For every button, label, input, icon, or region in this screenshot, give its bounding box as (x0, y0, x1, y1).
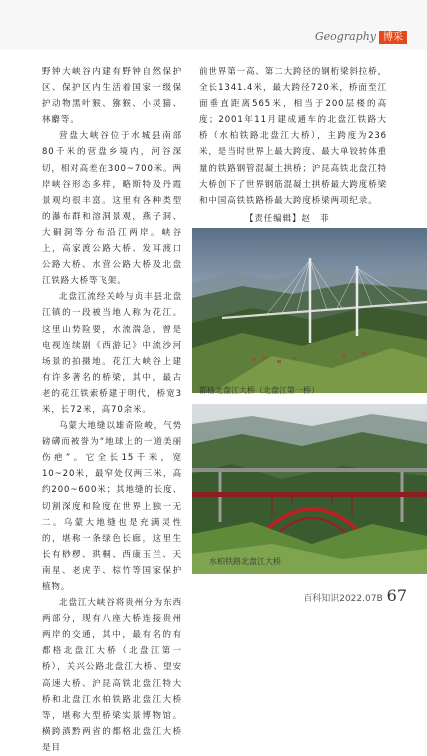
shuibai-railway-bridge-photo (192, 404, 427, 574)
paragraph: 乌蒙大地缝以雄奇险峻，气势磅礴而被誉为“地球上的一道美丽伤疤”。它全长15千米，宽10~20米，最窄处仅两三米，高约200~600米；其地缝的长度、切割深度和险度在世界上独一无二。乌蒙大地缝也是充满灵性的，堪称一条绿色长廊，这里生长有桫椤、珙桐、西康玉兰、天南星、老虎芋、棕竹等国家保护植物。 (42, 421, 182, 592)
page-number: 67 (386, 586, 407, 605)
right-text-column (199, 64, 387, 243)
section-name-en: Geography (314, 30, 376, 43)
shuibai-bridge-caption: 水柏铁路北盘江大桥 (209, 557, 281, 566)
paragraph: 野钟大峡谷内建有野钟自然保护区、保护区内生活着国家一级保护动物黑叶猴、猕猴、小灵猫、林麝等。 (42, 67, 182, 126)
page-footer (303, 586, 407, 605)
paragraph: 北盘江大峡谷将贵州分为东西两部分，现有八座大桥连接贵州两岸的交通，其中，最有名的有都格北盘江大桥（北盘江第一桥），关兴公路北盘江大桥、望安高速大桥、沪昆高铁北盘江特大桥和北盘江水柏铁路北盘江大桥等，堪称大型桥梁实景博物馆。横跨滇黔两省的都格北盘江大桥是目 (42, 598, 182, 753)
paragraph: 营盘大峡谷位于水城县南部80千米的营盘乡境内，河谷深切，相对高差在300~700米。两岸峡谷形态多样，略斯特及丹霞景观均很丰富。这里有各种类型的瀑布群和溶洞景观，燕子洞、大硐洞等分布沿江两岸。峡谷上，高家渡公路大桥、发耳渡口公路大桥、水营公路大桥及北盘江铁路大桥等飞架。 (42, 131, 182, 287)
section-name-zh: 博采 (379, 31, 407, 44)
duge-bridge-caption: 都格北盘江大桥（北盘江第一桥） (199, 386, 319, 395)
paragraph: 前世界第一高、第二大跨径的钢桁梁斜拉桥，全长1341.4米，最大跨径720米，桥面至江面垂直距离565米，相当于200层楼的高度；2001年11月建成通车的北盘江铁路大桥（水柏铁路北盘江大桥），主跨度为236米，是当时世界上最大跨度、最大单铰转体重量的铁路钢管混凝土拱桥；沪昆高铁北盘江特大桥创下了世界钢筋混凝土拱桥最大跨度桥梁和中国高铁铁路桥最大跨度桥梁两项纪录。 (199, 67, 388, 206)
magazine-issue: 百科知识2022.07B (303, 594, 383, 604)
section-brand (315, 28, 407, 43)
editor-credit (199, 211, 387, 227)
editor-line: 【责任编辑】赵 菲 (245, 213, 330, 224)
left-text-column (42, 64, 182, 756)
duge-bridge-photo (192, 228, 427, 393)
duge-bridge-illustration (192, 228, 427, 393)
shuibai-bridge-illustration (192, 404, 427, 574)
paragraph: 北盘江流经关岭与贞丰县北盘江镇的一段被当地人称为花江。这里山势险要，水流湍急，曾是电视连续剧《西游记》中流沙河场景的拍摄地。花江大峡谷上建有许多著名的桥梁，其中，最古老的花江铁索桥建于明代，桥宽3米，长72米，高70余米。 (42, 292, 182, 415)
page-header (0, 0, 427, 52)
